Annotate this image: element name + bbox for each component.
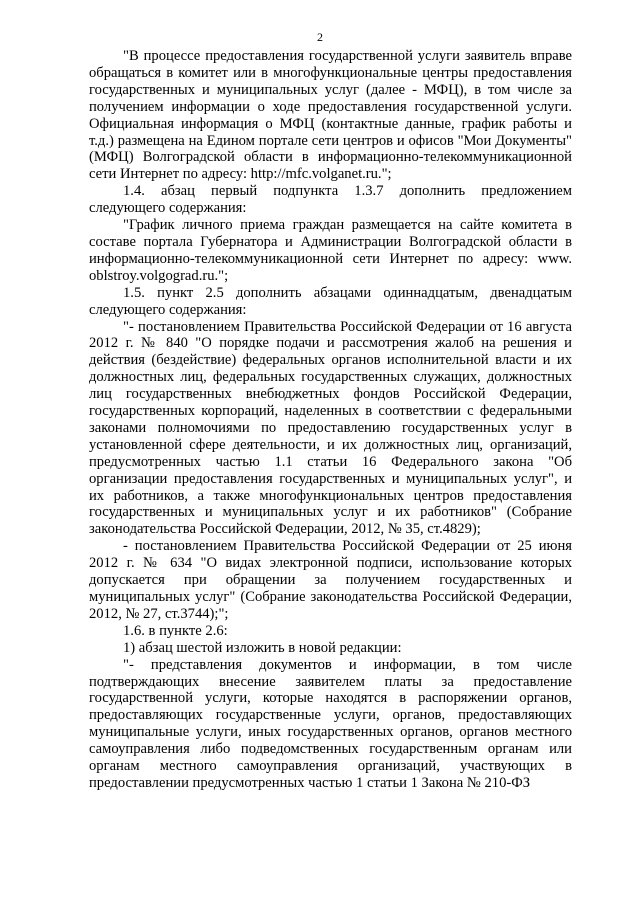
- paragraph-resolution-634: - постановлением Правительства Российской Федерации от 25 июня 2012 г. № 634 "О видах электронной подписи, использование которых допускается при обращении за получением государственных и муниципальных услуг" (Собрание законодательства Российской Федерации, 2012, № 27, ст.3744);";: [89, 538, 572, 622]
- page-number: 2: [317, 30, 323, 44]
- paragraph-mfc-info: "В процессе предоставления государственной услуги заявитель вправе обращаться в комитет или в многофункциональные центры предоставления государственных и муниципальных услуг (далее - МФЦ), в том числе за получением информации о ходе предоставления государственной услуги. Официальная информация о МФЦ (контактные данные, график работы и т.д.) размещена на Едином портале сети центров и офисов "Мои Документы" (МФЦ) Волгоградской области в информационно-телекоммуникационной сети Интернет по адресу: http://mfc.volganet.ru.";: [89, 48, 572, 183]
- paragraph-item-1-4: 1.4. абзац первый подпункта 1.3.7 дополнить предложением следующего содержания:: [89, 183, 572, 217]
- paragraph-documents-submission: "- представления документов и информации, в том числе подтверждающих внесение заявителем платы за предоставление государственной услуги, которые находятся в распоряжении органов, предоставляющих государственные услуги, органов, предоставляющих муниципальные услуги, иных государственных органов, органов местного самоуправления либо подведомственных государственным органам или органам местного самоуправления организаций, участвующих в предоставлении предусмотренных частью 1 статьи 1 Закона № 210-ФЗ: [89, 656, 572, 791]
- paragraph-item-1-6: 1.6. в пункте 2.6:: [123, 622, 228, 639]
- paragraph-subitem-1: 1) абзац шестой изложить в новой редакции:: [123, 639, 402, 656]
- paragraph-resolution-840: "- постановлением Правительства Российской Федерации от 16 августа 2012 г. № 840 "О порядке подачи и рассмотрения жалоб на решения и действия (бездействие) федеральных органов исполнительной власти и их должностных лиц, федеральных государственных служащих, должностных лиц государственных внебюджетных фондов Российской Федерации, государственных корпораций, наделенных в соответствии с федеральными законами полномочиями по предоставлению государственных услуг в установленной сфере деятельности, и их должностных лиц, организаций, предусмотренных частью 1.1 статьи 16 Федерального закона "Об организации предоставления государственных и муниципальных услуг", и их работников, а также многофункциональных центров предоставления государственных и муниципальных услуг и их работников" (Собрание законодательства Российской Федерации, 2012, № 35, ст.4829);: [89, 318, 572, 538]
- paragraph-item-1-5: 1.5. пункт 2.5 дополнить абзацами одиннадцатым, двенадцатым следующего содержания:: [89, 284, 572, 318]
- paragraph-reception-schedule: "График личного приема граждан размещается на сайте комитета в составе портала Губернатора и Администрации Волгоградской области в информационно-телекоммуникационной сети Интернет по адресу: www. oblstroy.volgograd.ru.";: [89, 217, 572, 284]
- document-body: [89, 48, 572, 792]
